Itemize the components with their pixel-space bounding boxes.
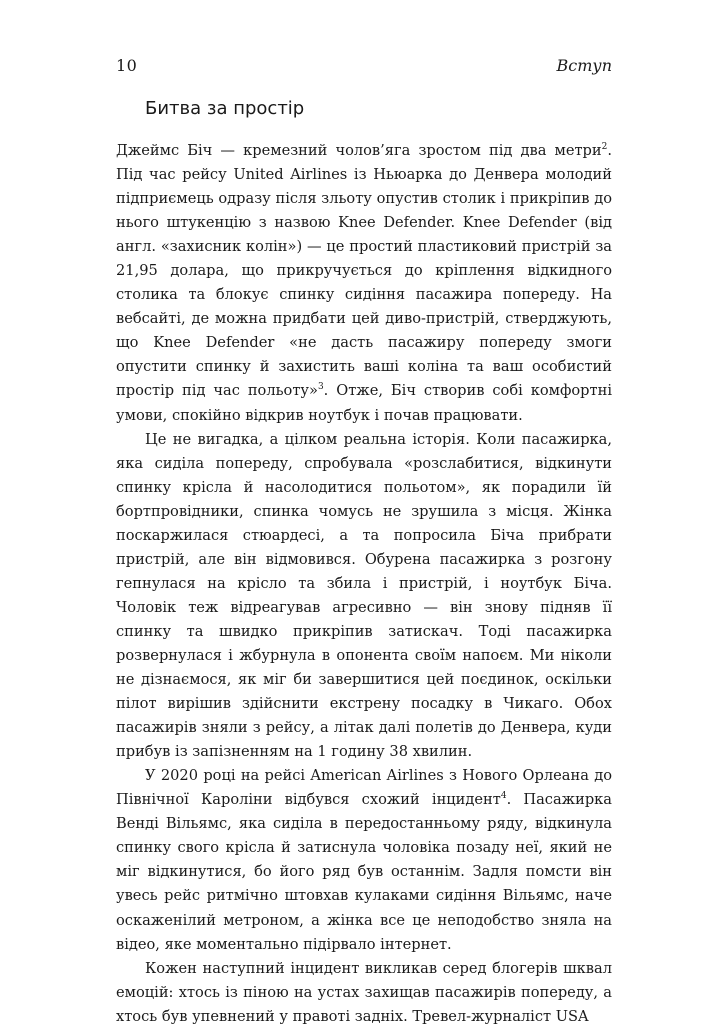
footnote-ref: 4 xyxy=(500,791,507,802)
text-run: Кожен наступний інцидент викликав серед блогерів шквал емоцій: хтось із піною на устах захищав пасажирів попереду, а хтось був упевнений у правоті задніх. Тревел-журналіст USA xyxy=(116,959,612,1025)
footnote-ref: 3 xyxy=(317,382,324,393)
text-run: . Під час рейсу United Airlines із Ньюарка до Денвера молодий підприємець одразу після зльоту опустив столик і прикріпив до нього штукенцію з назвою Knee Defender. Knee Defender (від англ. «захисник колін») — це простий пластиковий пристрій за 21,95 долара, що прикручується до кріплення відкидного столика та блокує спинку сидіння пасажира попереду. На вебсайті, де можна придбати цей диво-пристрій, стверджують, що Knee Defender «не дасть пасажиру попереду змоги опустити спинку й захистить ваші коліна та ваш особистий простір під час польоту» xyxy=(116,142,612,400)
text-run: Джеймс Біч — кремезний чолов’яга зростом під два метри xyxy=(116,142,602,159)
page-number: 10 xyxy=(116,56,138,75)
paragraph xyxy=(116,957,612,1029)
running-head xyxy=(116,54,612,78)
text-run: У 2020 році на рейсі American Airlines з Нового Орлеана до Північної Кароліни відбувся схожий інцидент xyxy=(116,767,612,809)
paragraph xyxy=(116,428,612,765)
paragraph xyxy=(116,139,612,428)
text-run: . Отже, Біч створив собі комфортні умови, спокійно відкрив ноутбук і почав працювати. xyxy=(116,382,612,424)
paragraph xyxy=(116,764,612,956)
text-run: Це не вигадка, а цілком реальна історія. Коли пасажирка, яка сиділа попереду, спробувала «розслабитися, відкинути спинку крісла й насолодитися польотом», як порадили їй бортпровідники, спинка чомусь не зрушила з місця. Жінка поскаржилася стюардесі, а та попросила Біча прибрати пристрій, але він відмовився. Обурена пасажирка з розгону гепнулася на крісло та збила і пристрій, і ноутбук Біча. Чоловік теж відреагував агресивно — він знову підняв її спинку та швидко прикріпив затискач. Тоді пасажирка розвернулася і жбурнула в опонента своїм напоєм. Ми ніколи не дізнаємося, як міг би завершитися цей поєдинок, оскільки пілот вирішив здійснити екстрену посадку в Чикаго. Обох пасажирів зняли з рейсу, а літак далі полетів до Денвера, куди прибув із запізненням на 1 годину 38 хвилин. xyxy=(116,430,612,761)
footnote-ref: 2 xyxy=(601,142,608,153)
chapter-title: Вступ xyxy=(556,56,612,75)
body-text xyxy=(116,139,612,1029)
section-heading: Битва за простір xyxy=(145,98,305,119)
text-run: . Пасажирка Венді Вільямс, яка сиділа в передостанньому ряду, відкинула спинку свого крісла й затиснула чоловіка позаду неї, який не міг відкинутися, бо його ряд був останнім. Задля помсти він увесь рейс ритмічно штовхав кулаками сидіння Вільямс, наче оскаженілий метроном, а жінка все це неподобство зняла на відео, яке моментально підірвало інтернет. xyxy=(116,791,612,953)
